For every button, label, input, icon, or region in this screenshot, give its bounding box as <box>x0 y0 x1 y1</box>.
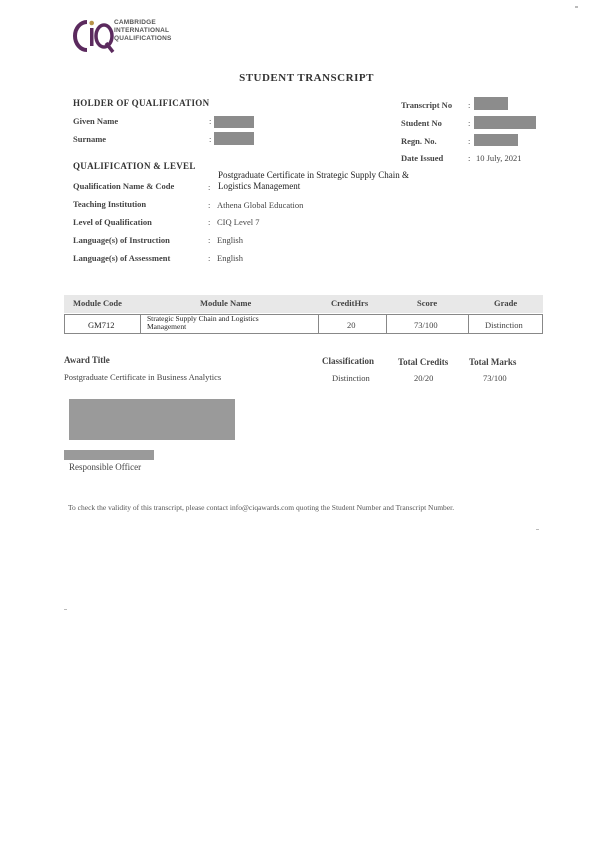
classification-label: Classification <box>322 356 375 366</box>
logo-line1: CAMBRIDGE <box>114 19 156 26</box>
scan-speck <box>575 6 578 8</box>
table-row <box>64 314 543 334</box>
cell-divider <box>318 314 319 334</box>
classification-value: Distinction <box>332 373 370 383</box>
scan-speck <box>536 529 539 530</box>
qualification-name-value <box>218 170 409 192</box>
institution-label: Teaching Institution <box>73 199 147 209</box>
cell-divider <box>386 314 387 334</box>
given-name-label: Given Name <box>73 116 119 126</box>
lang-instruction-label: Language(s) of Instruction <box>73 235 170 245</box>
regn-no-redaction <box>474 134 518 146</box>
award-title-value: Postgraduate Certificate in Business Analytics <box>64 372 222 382</box>
qualification-name-label: Qualification Name & Code <box>73 181 175 191</box>
lang-assessment-label: Language(s) of Assessment <box>73 253 171 263</box>
institution-colon: : <box>208 200 211 210</box>
cell-module-code: GM712 <box>88 320 115 330</box>
qualification-name-line2: Logistics Management <box>218 181 301 191</box>
date-issued-colon: : <box>468 153 471 163</box>
responsible-officer-label: Responsible Officer <box>69 462 142 472</box>
lang-assessment-colon: : <box>208 253 211 263</box>
th-module-name: Module Name <box>200 298 252 308</box>
cell-divider <box>468 314 469 334</box>
cell-divider <box>140 314 141 334</box>
th-credit-hrs: CreditHrs <box>331 298 369 308</box>
student-no-label: Student No <box>401 118 442 128</box>
total-marks-label: Total Marks <box>469 357 517 367</box>
scan-speck <box>64 609 67 610</box>
th-grade: Grade <box>494 298 518 308</box>
qualification-name-line1: Postgraduate Certificate in Strategic Supply Chain & <box>218 170 409 180</box>
logo-line2: INTERNATIONAL <box>114 27 170 34</box>
student-no-redaction <box>474 116 536 129</box>
given-name-colon: : <box>209 116 212 126</box>
cell-module-name <box>147 315 259 331</box>
cell-module-name-line2: Management <box>147 322 187 331</box>
regn-no-colon: : <box>468 136 471 146</box>
date-issued-value: 10 July, 2021 <box>476 153 522 163</box>
module-table-header <box>64 295 543 313</box>
holder-heading: HOLDER OF QUALIFICATION <box>73 98 210 108</box>
transcript-no-colon: : <box>468 100 471 110</box>
qualification-name-colon: : <box>208 182 211 192</box>
student-no-colon: : <box>468 118 471 128</box>
logo-line3: QUALIFICATIONS <box>114 35 172 42</box>
regn-no-label: Regn. No. <box>401 136 437 146</box>
total-marks-value: 73/100 <box>483 373 507 383</box>
institution-value: Athena Global Education <box>217 200 304 210</box>
officer-name-redaction <box>64 450 154 460</box>
signature-redaction <box>69 399 235 440</box>
surname-colon: : <box>209 134 212 144</box>
surname-redaction <box>214 132 254 145</box>
level-colon: : <box>208 217 211 227</box>
level-value: CIQ Level 7 <box>217 217 260 227</box>
th-module-code: Module Code <box>73 298 122 308</box>
logo-wordmark <box>114 19 172 43</box>
date-issued-label: Date Issued <box>401 153 444 163</box>
validity-note: To check the validity of this transcript, please contact info@ciqawards.com quoting the Student Number and Transcript Number. <box>68 503 455 512</box>
cell-credit-hrs: 20 <box>347 320 356 330</box>
cell-module-name-line1: Strategic Supply Chain and Logistics <box>147 314 259 323</box>
cell-grade: Distinction <box>485 320 523 330</box>
level-label: Level of Qualification <box>73 217 152 227</box>
th-score: Score <box>417 298 438 308</box>
transcript-no-label: Transcript No <box>401 100 453 110</box>
qualification-heading: QUALIFICATION & LEVEL <box>73 161 196 171</box>
given-name-redaction <box>214 116 254 128</box>
transcript-no-redaction <box>474 97 508 110</box>
cell-score: 73/100 <box>414 320 438 330</box>
surname-label: Surname <box>73 134 107 144</box>
total-credits-label: Total Credits <box>398 357 449 367</box>
lang-instruction-value: English <box>217 235 243 245</box>
ciq-logo-mark <box>69 14 115 58</box>
lang-instruction-colon: : <box>208 235 211 245</box>
lang-assessment-value: English <box>217 253 243 263</box>
total-credits-value: 20/20 <box>414 373 434 383</box>
page-title: STUDENT TRANSCRIPT <box>239 72 374 84</box>
award-title-label: Award Title <box>64 355 110 365</box>
